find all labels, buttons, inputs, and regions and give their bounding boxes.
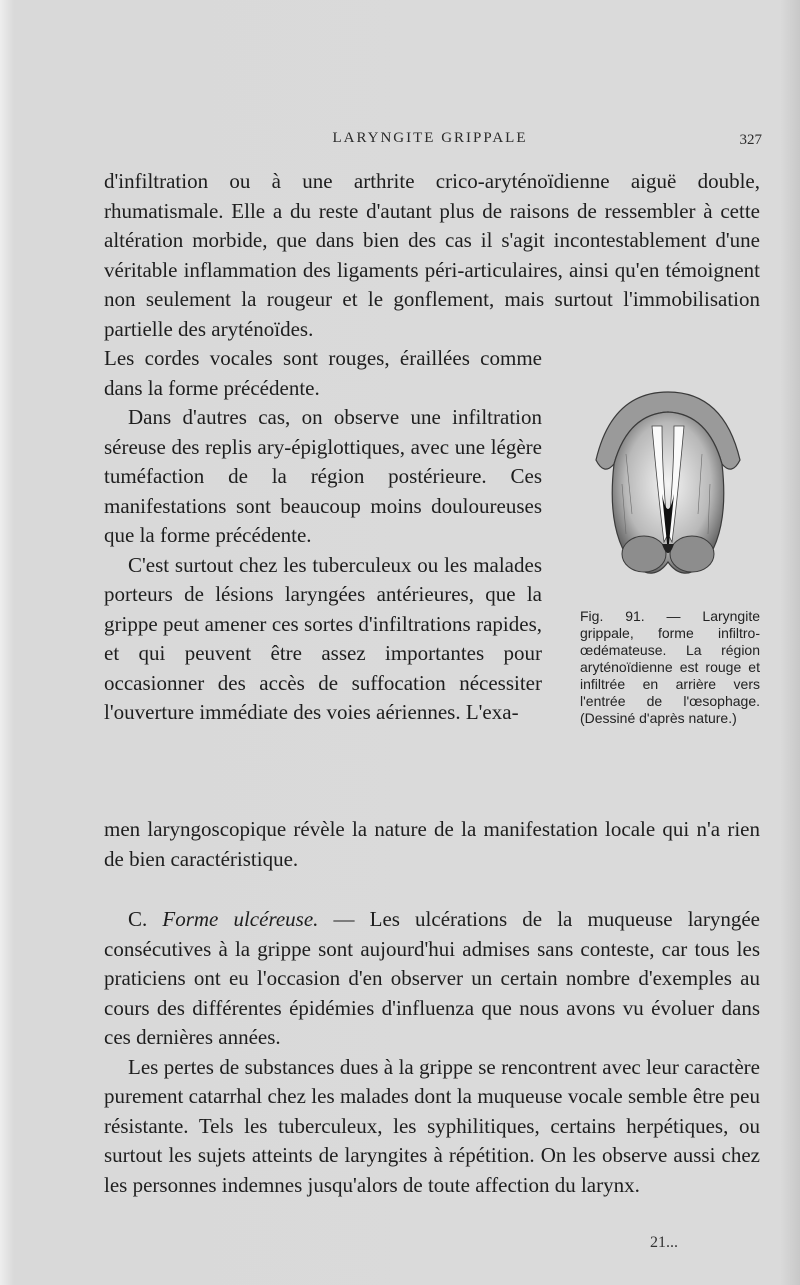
page-number: 327 (739, 132, 762, 148)
paragraph-3-column: C'est surtout chez les tuberculeux ou les malades porteurs de lésions laryngées antérieures, que la grippe peut amener ces sortes d'infiltrations rapides, et qui peuvent être assez importantes pour occasionner des accès de suffocation nécessiter l'ouverture immédiate des voies aériennes. L'exa- (104, 552, 542, 724)
signature-mark: 21... (650, 1234, 678, 1251)
section-c (104, 905, 760, 1200)
paragraph-4-text: — Les ulcérations de la muqueuse laryngée consécutives à la grippe sont aujourd'hui admises sans conteste, car tous les praticiens ont eu l'occasion d'en observer un certain nombre d'exemples au cours des différentes épidémies d'influenza que nous avons vu évoluer dans ces dernières années. (104, 907, 761, 1049)
larynx-illustration (582, 384, 754, 590)
paragraph-4 (104, 905, 760, 1053)
paragraph-3-continued: men laryngoscopique révèle la nature de la manifestation locale qui n'a rien de bien caractéristique. (104, 817, 760, 871)
column-text (104, 344, 542, 728)
paragraph-1-continued: Les cordes vocales sont rouges, éraillées comme dans la forme précédente. (104, 346, 542, 400)
paragraph-1-text: d'infiltration ou à une arthrite crico-aryténoïdienne aiguë double, rhumatismale. Elle a du reste d'autant plus de raisons de ressembler à cette altération morbide, que dans bien des cas il s'agit incontestablement d'une véritable inflammation des ligaments péri-articulaires, ainsi qu'en témoignent non seulement la rougeur et le gonflement, mais surtout l'immobilisation partielle des aryténoïdes. (104, 169, 760, 341)
section-letter: C. (128, 907, 148, 931)
figure-caption-text: Fig. 91. — Laryngite grippale, forme infiltro-œdémateuse. La région aryténoïdienne est rouge et infiltrée en arrière vers l'entrée de l'œsophage. (Dessiné d'après nature.) (580, 608, 760, 726)
paragraph-1-full (104, 167, 760, 344)
running-title: LARYNGITE GRIPPALE (332, 130, 528, 146)
larynx-figure (582, 384, 754, 590)
section-title: Forme ulcéreuse. (162, 907, 319, 931)
paragraph-3-full (104, 815, 760, 874)
paragraph-5: Les pertes de substances dues à la grippe se rencontrent avec leur caractère purement catarrhal chez les malades dont la muqueuse vocale semble être peu résistante. Tels les tuberculeux, les syphilitiques, certains herpétiques, ou surtout les sujets atteints de laryngites à répétition. On les observe aussi chez les personnes indemnes jusqu'alors de toute affection du larynx. (104, 1054, 760, 1197)
figure-caption (580, 608, 760, 727)
page-header (0, 128, 800, 152)
paragraph-2: Dans d'autres cas, on observe une infiltration séreuse des replis ary-épiglottiques, avec une légère tuméfaction de la région postérieure. Ces manifestations sont beaucoup moins douloureuses que la forme précédente. (104, 405, 542, 547)
